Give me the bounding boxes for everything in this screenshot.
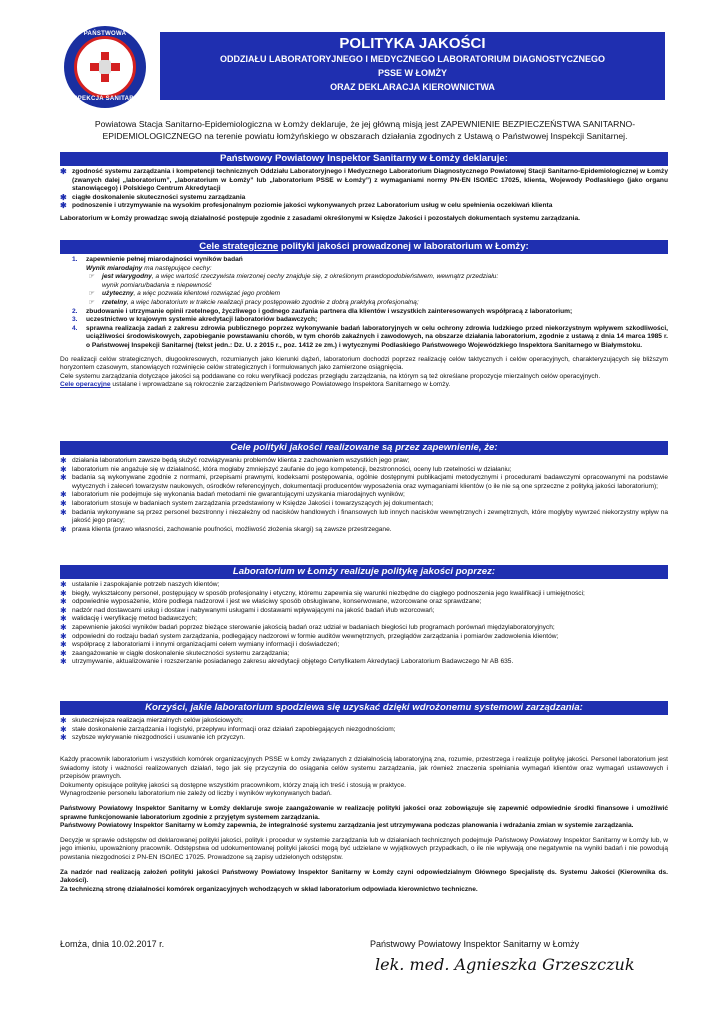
pointing-hand-icon: ☞ [88,290,94,298]
goal-item: 4. sprawna realizacja zadań z zakresu zdrowia publicznego poprzez wykonywanie badań laboratoryjnych w celu ochrony zdrowia ludzkiego przed niekorzystnym wpływem szkodliwości, uciążliwości środowiskowych, zapobieganie powstawaniu chorób, w tym chorób zakaźnych i zawodowych, na obszarze działania laboratorium, zgodnie z ustawą z dnia 14 marca 1985 r. o Państwowej Inspekcji Sanitarnej (tekst jedn.: Dz. U. z 2015 r., poz. 1412 ze zm.) i wytycznymi Podlaskiego Państwowego Wojewódzkiego Inspektora Sanitarnego w Białymstoku. [72,324,668,349]
signer-title: Państwowy Powiatowy Inspektor Sanitarny w Łomży [370,939,580,949]
red-cross-icon [90,52,120,82]
asterisk-icon: ✱ [60,631,67,641]
asterisk-icon: ✱ [60,716,67,725]
list-item: ✱ zapewnienie jakości wyników badań poprzez bieżące sterowanie jakością badań oraz udział w badaniach biegłości lub programach porównań międzylaboratoryjnych; [60,622,555,632]
sub-item: ☞ jest wiarygodny, a więc wartość rzeczywista mierzonej cechy znajduje się, z określonym prawdopodobieństwem, wewnątrz przedziału: [88,273,499,281]
strategic-goals-list [60,256,668,390]
asterisk-icon: ✱ [60,605,67,615]
closing-paragraph: Wynagrodzenie personelu laboratorium nie zależy od liczby i wyników wykonywanych badań. [60,790,332,798]
asterisk-icon: ✱ [60,507,67,517]
closing-commitment: Za techniczną stronę działalności komórek organizacyjnych wchodzących w skład laboratorium odpowiada kierownictwo techniczne. [60,885,478,893]
asterisk-icon: ✱ [60,490,67,500]
list-item: ✱ odpowiedni do rodzaju badań system zarządzania, podlegający nadzorowi w formie auditów wewnętrznych, przeglądów zarządzania i pomiarów zadowolenia klientów; [60,631,559,641]
asterisk-icon: ✱ [60,498,67,508]
closing-commitment: Państwowy Powiatowy Inspektor Sanitarny w Łomży zapewnia, że integralność systemu zarządzania jest utrzymywana podczas planowania i wdrażania zmian w systemie zarządzania. [60,822,634,830]
benefits-list [60,717,668,743]
list-item: ✱ laboratorium stosuje w badaniach system zarządzania przedstawiony w Księdze Jakości i towarzyszących jej dokumentach; [60,498,434,508]
reliable-result-intro: Wynik miarodajny ma następujące cechy: [86,264,212,272]
document-header [160,32,665,100]
list-item: ✱ zgodność systemu zarządzania i kompetencji technicznych Oddziału Laboratoryjnego i Medycznego Laboratorium Diagnostycznego Powiatowej Stacji Sanitarno-Epidemiologicznej w Łomży (zwanych dalej „laboratorium”, „laboratorium w Łomży” lub „laboratorium PSSE w Łomży”) z wymaganiami normy PN-EN ISO/IEC 17025, klienta, Wojewody Podlaskiego (jako organu stanowiącego) i Polskiego Centrum Akredytacji [60,167,668,193]
asterisk-icon: ✱ [60,473,67,483]
eagle-icon [99,60,111,74]
operational-goals-note: Cele operacyjne ustalane i wprowadzane są rokrocznie zarządzeniem Państwowego Powiatowego Inspektora Sanitarnego w Łomży. [60,381,451,389]
closing-paragraph: Decyzje w sprawie odstępstw od deklarowanej polityki jakości, polityk i procedur w systemie zarządzania lub w działaniach technicznych podejmuje Państwowy Powiatowy Inspektor Sanitarny w Łomży lub, w jego imieniu, upoważniony pracownik. Odstępstwa od udokumentowanej polityki jakości mogą być udzielane w wyjątkowych przypadkach, o ile nie wpływają one negatywnie na wyniki badań i nie powodują powstania niezgodności z PN-EN ISO/IEC 17025. Prowadzone są zapisy udzielonych odstępstw. [60,836,668,861]
section-heading-strategic-goals: Cele strategiczne polityki jakości prowadzonej w laboratorium w Łomży: [60,240,668,254]
asterisk-icon: ✱ [60,580,67,589]
declaration-footer: Laboratorium w Łomży prowadząc swoją działalność postępuje zgodnie z zasadami określonymi w Księdze Jakości i pozostałych dokumentach systemu zarządzania. [60,214,580,222]
formula: wynik pomiaru/badania ± niepewność [102,281,212,289]
implementation-list [60,581,668,667]
pointing-hand-icon: ☞ [88,273,94,281]
asterisk-icon: ✱ [60,657,67,667]
quality-goals-list [60,457,668,534]
closing-section [60,756,668,894]
asterisk-icon: ✱ [60,597,67,607]
sub-item: ☞ użyteczny, a więc pozwala klientowi rozwiązać jego problem [88,290,281,298]
asterisk-icon: ✱ [60,192,67,202]
list-item: ✱ walidację i weryfikację metod badawczych; [60,614,197,624]
list-item: ✱ podnoszenie i utrzymywanie na wysokim profesjonalnym poziomie jakości wykonywanych przez Laboratorium usług w celu spełnienia oczekiwań klienta [60,201,553,211]
asterisk-icon: ✱ [60,614,67,624]
asterisk-icon: ✱ [60,724,67,734]
declaration-list [60,168,668,224]
list-item: ✱ biegły, wykształcony personel, postępujący w sposób profesjonalny i etyczny, któremu zapewnia się warunki niezbędne do ciągłego podnoszenia jego kwalifikacji i umiejętności; [60,588,585,598]
section-heading-declaration: Państwowy Powiatowy Inspektor Sanitarny w Łomży deklaruje: [60,152,668,166]
document-date: Łomża, dnia 10.02.2017 r. [60,939,165,949]
list-item: ✱ ciągłe doskonalenie skuteczności systemu zarządzania [60,192,246,202]
asterisk-icon: ✱ [60,167,67,176]
list-item: ✱ szybsze wykrywanie niezgodności i usuwanie ich przyczyn. [60,733,245,743]
list-item: ✱ badania są wykonywane zgodnie z normami, przepisami prawnymi, kodeksami postępowania, ogólnie dostępnymi publikacjami metodycznymi i procedurami badawczymi opracowanymi na podstawie wytycznych i zaleceń towarzystw naukowych, ośrodków referencyjnych, dokumentacji producentów wyposażenia oraz wymaganiami klientów (o ile nie są one sprzeczne z polityką jakości laboratorium); [60,473,668,490]
strategic-paragraph: Do realizacji celów strategicznych, długookresowych, rozumianych jako kierunki dążeń, laboratorium dochodzi poprzez realizację celów taktycznych i celów operacyjnych, charakteryzujących się bliższym horyzontem czasowym, stanowiących rozwinięcie celów strategicznych i formułowanych jako zamierzone osiągnięcia. [60,355,668,372]
list-item: ✱ laboratorium nie podejmuje się wykonania badań metodami nie gwarantującymi uzyskania miarodajnych wyników; [60,490,405,500]
list-item: ✱ skuteczniejsza realizacja mierzalnych celów jakościowych; [60,716,243,725]
document-title: POLITYKA JAKOŚCI [339,35,486,52]
logo-bottom-text: INSPEKCJA SANITARNA [66,96,144,102]
list-item: ✱ badania wykonywane są przez personel bezstronny i niezależny od nacisków handlowych i finansowych lub innych nacisków wewnętrznych i zewnętrznych, które mogłyby wywrzeć niekorzystny wpływ na jakość jego pracy; [60,507,668,525]
asterisk-icon: ✱ [60,588,67,598]
header-line-1: ODDZIAŁU LABORATORYJNEGO I MEDYCZNEGO LABORATORIUM DIAGNOSTYCZNEGO [219,54,605,64]
asterisk-icon: ✱ [60,524,67,534]
sub-item: ☞ rzetelny, a więc laboratorium w trakcie realizacji pracy postępowało zgodnie z dobrą praktyką profesjonalną; [88,298,419,306]
intro-paragraph: Powiatowa Stacja Sanitarno-Epidemiologiczna w Łomży deklaruje, że jej główną misją jest ZAPEWNIENIE BEZPIECZEŃSTWA SANITARNO-EPIDEMIOLOGICZNEGO na terenie powiatu łomżyńskiego w obszarach działania zgodnych z Ustawą o Państwowej Inspekcji Sanitarnej. [94,119,636,141]
inspection-logo [64,26,146,108]
section-heading-benefits: Korzyści, jakie laboratorium spodziewa się uzyskać dzięki wdrożonemu systemowi zarządzania: [60,701,668,715]
header-line-3: ORAZ DEKLARACJA KIEROWNICTWA [330,82,495,92]
list-item: ✱ nadzór nad dostawcami usług i dostaw i nabywanymi usługami i dostawami wpływającymi na jakość badań i/lub wzorcowań; [60,605,435,615]
pointing-hand-icon: ☞ [88,298,94,306]
closing-paragraph: Każdy pracownik laboratorium i wszystkich komórek organizacyjnych PSSE w Łomży związanych z działalnością laboratoryjną zna, rozumie, przestrzega i realizuje politykę jakości. Personel laboratorium jest świadomy istoty i ważności realizowanych działań, tego jak się przyczynia do osiągania celów systemu zarządzania, jak również znaczenia spełniania wymagań klientów oraz wymagań ustawowych i przepisów prawnych. [60,756,668,781]
goal-item: 1. zapewnienie pełnej miarodajności wyników badań [72,256,243,263]
closing-commitment: Państwowy Powiatowy Inspektor Sanitarny w Łomży deklaruje swoje zaangażowanie w realizację polityki jakości oraz zobowiązuje się zapewnić odpowiednie środki finansowe i umożliwić sprawne funkcjonowanie laboratorium zgodnie z przyjętym systemem zarządzania. [60,804,668,821]
asterisk-icon: ✱ [60,464,67,474]
asterisk-icon: ✱ [60,648,67,658]
list-item: ✱ prawa klienta (prawo własności, zachowanie poufności, możliwość złożenia skargi) są zawsze przestrzegane. [60,524,392,534]
signature: lek. med. Agnieszka Grzeszczuk [375,955,635,974]
list-item: ✱ laboratorium nie angażuje się w działalność, która mogłaby zmniejszyć zaufanie do jego kompetencji, bezstronności, oceny lub rzetelności w działaniu; [60,464,512,474]
header-line-2: PSSE W ŁOMŻY [377,68,447,78]
closing-commitment: Za nadzór nad realizacją założeń polityki jakości Państwowy Powiatowy Inspektor Sanitarny w Łomży czyni odpowiedzialnym Głównego Specjalistę ds. Systemu Jakości (Kierownika ds. Jakości). [60,868,668,885]
asterisk-icon: ✱ [60,640,67,650]
section-heading-quality-goals: Cele polityki jakości realizowane są przez zapewnienie, że: [60,441,668,455]
asterisk-icon: ✱ [60,201,67,211]
list-item: ✱ stałe doskonalenie zarządzania i logistyki, przepływu informacji oraz działań zapobiegających niezgodnościom; [60,724,396,734]
list-item: ✱ współpracę z laboratoriami i innymi organizacjami celem wymiany informacji i doświadczeń; [60,640,340,650]
asterisk-icon: ✱ [60,622,67,632]
asterisk-icon: ✱ [60,456,67,465]
section-heading-implementation: Laboratorium w Łomży realizuje politykę jakości poprzez: [60,565,668,579]
list-item: ✱ odpowiednie wyposażenie, które podlega nadzorowi i jest we właściwy sposób obsługiwane, konserwowane, wzorcowane oraz sprawdzane; [60,597,482,607]
goal-item: 3. uczestnictwo w krajowym systemie akredytacji laboratoriów badawczych; [72,316,318,324]
list-item: ✱ utrzymywanie, aktualizowanie i rozszerzanie posiadanego zakresu akredytacji objętego Certyfikatem Akredytacji Laboratorium Badawczego Nr AB 635. [60,657,514,667]
review-paragraph: Cele systemu zarządzania dotyczące jakości są poddawane co roku weryfikacji podczas przeglądu zarządzania, na którym są też określane propozycje mierzalnych celów operacyjnych. [60,372,601,380]
logo-top-text: PAŃSTWOWA [83,31,127,37]
list-item: ✱ działania laboratorium zawsze będą służyć rozwiązywaniu problemów klienta z zachowaniem wszystkich jego praw; [60,456,410,465]
closing-paragraph: Dokumenty opisujące politykę jakości są dostępne wszystkim pracownikom, którzy znają ich treść i stosują w praktyce. [60,781,406,789]
list-item: ✱ ustalanie i zaspokajanie potrzeb naszych klientów; [60,580,220,589]
asterisk-icon: ✱ [60,733,67,743]
goal-item: 2. zbudowanie i utrzymanie opinii rzetelnego, życzliwego i godnego zaufania partnera dla klientów i wszystkich zainteresowanych współpracą z laboratorium; [72,307,573,315]
list-item: ✱ zaangażowanie w ciągłe doskonalenie skuteczności systemu zarządzania; [60,648,290,658]
logo-emblem [74,36,136,98]
